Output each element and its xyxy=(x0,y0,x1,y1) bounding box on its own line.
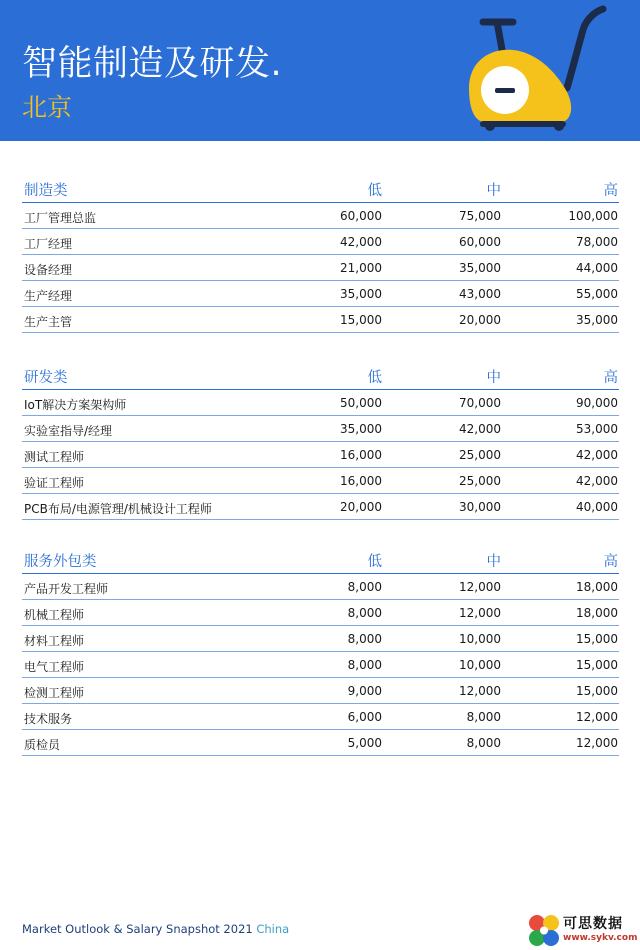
salary-low: 8,000 xyxy=(347,606,382,620)
section-header xyxy=(22,173,619,203)
job-title: 实验室指导/经理 xyxy=(24,424,113,438)
table-row xyxy=(22,255,619,281)
section-header xyxy=(22,544,619,574)
job-title: 电气工程师 xyxy=(24,660,85,674)
table-row xyxy=(22,307,619,333)
city-label: 北京 xyxy=(22,93,73,122)
salary-low: 8,000 xyxy=(347,580,382,594)
salary-mid: 60,000 xyxy=(459,235,501,249)
salary-mid: 10,000 xyxy=(459,632,501,646)
category-label: 服务外包类 xyxy=(24,554,97,570)
job-title: 工厂管理总监 xyxy=(24,211,97,225)
column-mid: 中 xyxy=(486,370,501,386)
job-title: 工厂经理 xyxy=(24,237,73,251)
job-title: 技术服务 xyxy=(24,712,73,726)
job-title: 产品开发工程师 xyxy=(24,582,109,596)
salary-low: 15,000 xyxy=(340,313,382,327)
salary-low: 5,000 xyxy=(347,736,382,750)
watermark-logo xyxy=(527,911,640,950)
column-high: 高 xyxy=(603,183,618,199)
salary-high: 15,000 xyxy=(576,632,618,646)
footer-country: China xyxy=(256,922,290,936)
salary-low: 8,000 xyxy=(347,658,382,672)
category-label: 制造类 xyxy=(24,183,68,199)
salary-low: 16,000 xyxy=(340,474,382,488)
salary-mid: 75,000 xyxy=(459,209,501,223)
salary-mid: 12,000 xyxy=(459,684,501,698)
column-low: 低 xyxy=(367,370,382,386)
column-mid: 中 xyxy=(486,554,501,570)
salary-low: 20,000 xyxy=(340,500,382,514)
job-title: 测试工程师 xyxy=(24,450,85,464)
table-row xyxy=(22,678,619,704)
job-title: 质检员 xyxy=(24,738,61,752)
salary-mid: 25,000 xyxy=(459,474,501,488)
table-row xyxy=(22,281,619,307)
page-title: 智能制造及研发. xyxy=(22,44,283,84)
salary-low: 42,000 xyxy=(340,235,382,249)
salary-low: 35,000 xyxy=(340,422,382,436)
table-row xyxy=(22,416,619,442)
salary-mid: 42,000 xyxy=(459,422,501,436)
salary-high: 78,000 xyxy=(576,235,618,249)
salary-high: 35,000 xyxy=(576,313,618,327)
salary-low: 6,000 xyxy=(347,710,382,724)
salary-mid: 30,000 xyxy=(459,500,501,514)
salary-mid: 10,000 xyxy=(459,658,501,672)
table-row xyxy=(22,574,619,600)
section-rnd xyxy=(22,360,619,520)
salary-high: 15,000 xyxy=(576,658,618,672)
salary-high: 12,000 xyxy=(576,736,618,750)
salary-low: 60,000 xyxy=(340,209,382,223)
job-title: 机械工程师 xyxy=(24,608,85,622)
job-title: 设备经理 xyxy=(24,263,73,277)
table-row xyxy=(22,494,619,520)
table-row xyxy=(22,229,619,255)
job-title: 材料工程师 xyxy=(24,634,85,648)
table-row xyxy=(22,600,619,626)
column-low: 低 xyxy=(367,554,382,570)
salary-mid: 25,000 xyxy=(459,448,501,462)
salary-low: 8,000 xyxy=(347,632,382,646)
salary-high: 42,000 xyxy=(576,474,618,488)
section-outsourcing xyxy=(22,544,619,756)
salary-low: 9,000 xyxy=(347,684,382,698)
salary-mid: 12,000 xyxy=(459,580,501,594)
salary-low: 21,000 xyxy=(340,261,382,275)
job-title: 验证工程师 xyxy=(24,476,85,490)
table-row xyxy=(22,442,619,468)
job-title: 检测工程师 xyxy=(24,686,85,700)
section-manufacturing xyxy=(22,173,619,333)
salary-high: 53,000 xyxy=(576,422,618,436)
watermark-url: www.sykv.com xyxy=(563,933,638,943)
table-row xyxy=(22,468,619,494)
salary-mid: 8,000 xyxy=(466,710,501,724)
table-row xyxy=(22,652,619,678)
section-header xyxy=(22,360,619,390)
salary-high: 42,000 xyxy=(576,448,618,462)
salary-low: 50,000 xyxy=(340,396,382,410)
salary-mid: 20,000 xyxy=(459,313,501,327)
table-row xyxy=(22,730,619,756)
job-title: PCB布局/电源管理/机械设计工程师 xyxy=(24,502,212,516)
salary-high: 15,000 xyxy=(576,684,618,698)
column-low: 低 xyxy=(367,183,382,199)
exercise-bike-icon xyxy=(455,0,640,141)
table-row xyxy=(22,390,619,416)
column-mid: 中 xyxy=(486,183,501,199)
salary-mid: 12,000 xyxy=(459,606,501,620)
salary-high: 18,000 xyxy=(576,606,618,620)
pinwheel-logo-icon xyxy=(527,913,561,949)
footer xyxy=(22,922,289,936)
table-row xyxy=(22,203,619,229)
watermark-text: 可思数据 xyxy=(563,916,623,932)
salary-mid: 43,000 xyxy=(459,287,501,301)
salary-low: 16,000 xyxy=(340,448,382,462)
job-title: 生产经理 xyxy=(24,289,73,303)
salary-high: 44,000 xyxy=(576,261,618,275)
footer-text: Market Outlook & Salary Snapshot 2021 xyxy=(22,922,253,936)
salary-high: 18,000 xyxy=(576,580,618,594)
salary-low: 35,000 xyxy=(340,287,382,301)
salary-high: 12,000 xyxy=(576,710,618,724)
salary-high: 55,000 xyxy=(576,287,618,301)
salary-high: 40,000 xyxy=(576,500,618,514)
table-row xyxy=(22,626,619,652)
salary-high: 90,000 xyxy=(576,396,618,410)
salary-mid: 70,000 xyxy=(459,396,501,410)
column-high: 高 xyxy=(603,554,618,570)
job-title: IoT解决方案架构师 xyxy=(24,398,127,412)
salary-mid: 8,000 xyxy=(466,736,501,750)
salary-mid: 35,000 xyxy=(459,261,501,275)
header-banner xyxy=(0,0,640,141)
table-row xyxy=(22,704,619,730)
category-label: 研发类 xyxy=(24,370,68,386)
column-high: 高 xyxy=(603,370,618,386)
salary-high: 100,000 xyxy=(568,209,618,223)
job-title: 生产主管 xyxy=(24,315,73,329)
